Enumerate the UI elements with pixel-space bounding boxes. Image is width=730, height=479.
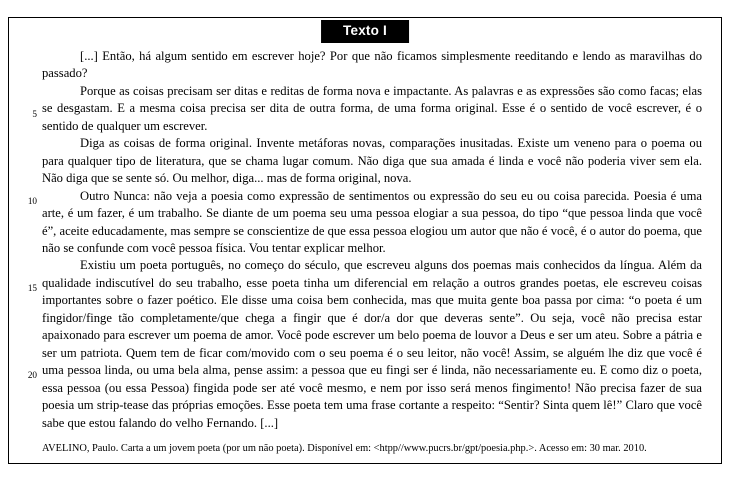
paragraph: Diga as coisas de forma original. Invente metáforas novas, comparações inusitadas. Existe um veneno para o poema ou para qualquer tipo de literatura, que se chama lugar comum. Não diga que sua amada é linda e você não poderia viver sem ela. Não diga que se sente só. Ou melhor, diga... mas de forma original, nova. (42, 136, 702, 186)
text-title-badge: Texto I (321, 20, 409, 43)
paragraph: [...] Então, há algum sentido em escrever hoje? Por que não ficamos simplesmente reeditando e lendo as maravilhas do passado? (42, 49, 702, 81)
paragraph: Existiu um poeta português, no começo do século, que escreveu alguns dos poemas mais conhecidos da língua. Além da qualidade indiscutível do seu trabalho, esse poeta tinha um diferencial em relação a outros grandes poetas, ele escreveu coisas importantes sobre o fazer poético. Ele disse uma coisa bem conhecida, mas que muita gente boa passa por cima: “o poeta é um fingidor/finge tão completamente/que chega a fingir que é dor/a dor que deveras sente”. Ou seja, você não precisa estar apaixonado para escrever um poema de amor. Você pode escrever um belo poema de louvor a Deus e ser um ateu. Sobre a pátria e ser um patriota. Quem tem de ficar com/movido com o seu poema é o seu leitor, não você! Assim, se alguém lhe diz que você é uma pessoa linda, ou uma bela alma, pense assim: a pessoa que eu fingi ser é linda, não necessariamente eu. E como diz o poeta, essa pessoa (ou essa Pessoa) fingida pode ser até você mesmo, e nem por isso será menos fingimento! Não precisa fazer de sua poesia um strip-tease das próprias emoções. Esse poeta tem uma frase cortante a respeito: “Sentir? Sinta quem lê!” Claro que você sabe que estou falando do velho Fernando. [...] (42, 258, 702, 430)
source-citation: AVELINO, Paulo. Carta a um jovem poeta (por um não poeta). Disponível em: <htpp//www.pucrs.br/gpt/poesia.php.>. Acesso em: 30 mar. 2010. (42, 443, 647, 454)
line-number: 20 (27, 370, 37, 380)
text-column (42, 48, 702, 432)
paragraph: Porque as coisas precisam ser ditas e reditas de forma nova e impactante. As palavras e as expressões são como facas; elas se desgastam. E a mesma coisa precisa ser dita de outra forma, de uma forma original. Esse é o sentido de você escrever, é o sentido de qualquer um escrever. (42, 83, 702, 133)
text-box-frame (8, 17, 722, 464)
text-body (9, 48, 723, 464)
line-number: 5 (32, 109, 37, 119)
line-number: 10 (27, 196, 37, 206)
paragraph: Outro Nunca: não veja a poesia como expressão de sentimentos ou expressão do seu eu ou coisa parecida. Poesia é uma arte, é um fazer, é um trabalho. Se diante de um poema seu uma pessoa elogiar a sua pessoa, do tipo “que pessoa linda que você é”, aceite educadamente, mas sempre se conscientize de que essa pessoa elogiou um autor que não é você, é o autor do poema, que não se confunde com você pessoa física. Vou tentar explicar melhor. (42, 188, 702, 255)
line-number: 15 (27, 283, 37, 293)
